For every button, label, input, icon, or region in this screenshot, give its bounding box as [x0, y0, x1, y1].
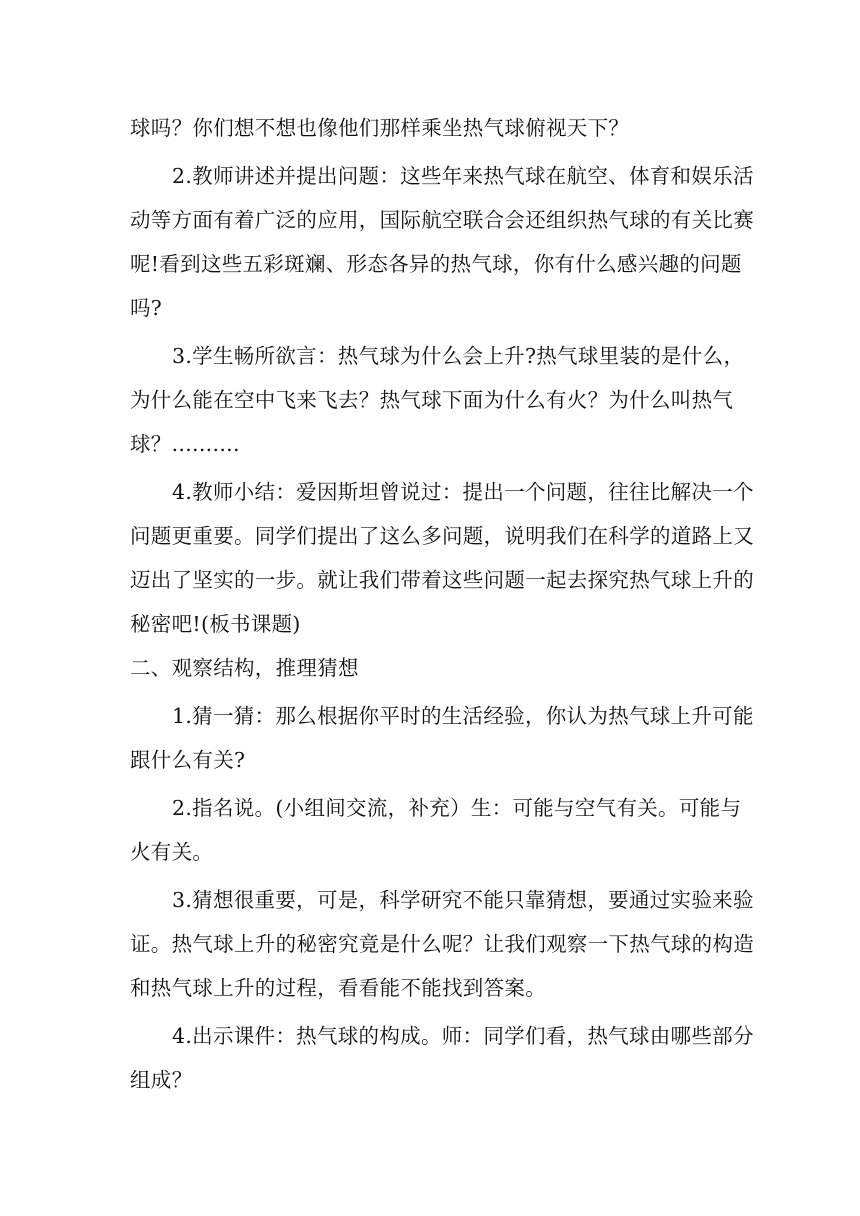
paragraph-s2-4-line: 4.出示课件：热气球的构成。师：同学们看，热气球由哪些部分 — [172, 1024, 754, 1048]
paragraph-s2-4-line: 组成？ — [130, 1068, 193, 1092]
paragraph-3-line: 为什么能在空中飞来飞去？热气球下面为什么有火？为什么叫热气 — [130, 388, 734, 412]
text-line: 球吗？你们想不想也像他们那样乘坐热气球俯视天下？ — [130, 116, 630, 140]
paragraph-3-line: 球？.......... — [130, 432, 240, 456]
paragraph-2-line: 吗? — [130, 296, 163, 320]
paragraph-4-line: 秘密吧!(板书课题) — [130, 612, 301, 636]
paragraph-2-line: 呢!看到这些五彩斑斓、形态各异的热气球，你有什么感兴趣的问题 — [130, 252, 742, 276]
paragraph-2-line: 2.教师讲述并提出问题：这些年来热气球在航空、体育和娱乐活 — [172, 164, 754, 188]
paragraph-3-line: 3.学生畅所欲言：热气球为什么会上升?热气球里装的是什么， — [172, 344, 745, 368]
paragraph-s2-2-line: 2.指名说。(小组间交流，补充）生：可能与空气有关。可能与 — [172, 796, 742, 820]
paragraph-s2-1-line: 跟什么有关? — [130, 748, 246, 772]
paragraph-s2-3-line: 和热气球上升的过程，看看能不能找到答案。 — [130, 976, 546, 1000]
paragraph-s2-1-line: 1.猜一猜：那么根据你平时的生活经验，你认为热气球上升可能 — [172, 704, 754, 728]
paragraph-4-line: 问题更重要。同学们提出了这么多问题，说明我们在科学的道路上又 — [130, 524, 754, 548]
section-heading: 二、观察结构，推理猜想 — [130, 656, 359, 680]
paragraph-4-line: 4.教师小结：爱因斯坦曾说过：提出一个问题，往往比解决一个 — [172, 480, 754, 504]
paragraph-4-line: 迈出了坚实的一步。就让我们带着这些问题一起去探究热气球上升的 — [130, 568, 754, 592]
paragraph-s2-3-line: 3.猜想很重要，可是，科学研究不能只靠猜想，要通过实验来验 — [172, 888, 754, 912]
paragraph-2-line: 动等方面有着广泛的应用，国际航空联合会还组织热气球的有关比赛 — [130, 208, 754, 232]
paragraph-s2-3-line: 证。热气球上升的秘密究竟是什么呢？让我们观察一下热气球的构造 — [130, 932, 754, 956]
paragraph-s2-2-line: 火有关。 — [130, 840, 214, 864]
